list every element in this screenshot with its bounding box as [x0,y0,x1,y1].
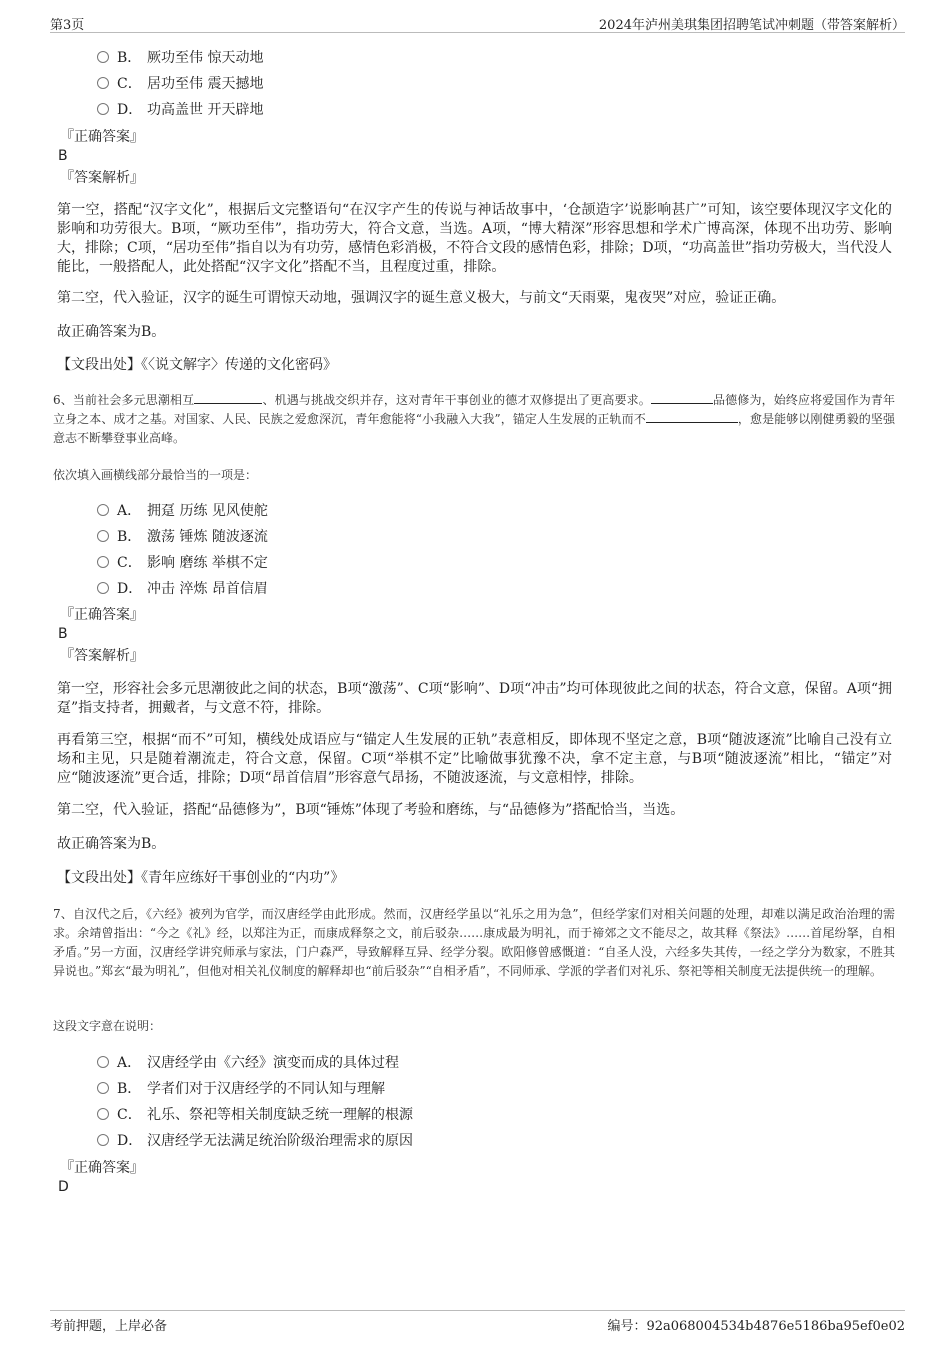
q5-option-d[interactable]: D． 功高盖世 开天辟地 [97,101,263,119]
answer-label: 『正确答案』 [60,1160,144,1176]
q6-option-a[interactable]: A． 拥趸 历练 见风使舵 [97,502,268,520]
q5-source: 【文段出处】《〈说文解字〉传递的文化密码》 [57,357,337,373]
q6-analysis-4: 故正确答案为B。 [57,836,166,852]
q5-answer: B [58,148,68,164]
blank-2 [651,391,713,404]
q7-option-b[interactable]: B． 学者们对于汉唐经学的不同认知与理解 [97,1080,385,1098]
blank-1 [194,391,262,404]
q6-option-d[interactable]: D． 冲击 淬炼 昂首信眉 [97,580,268,598]
q6-option-c[interactable]: C． 影响 磨练 举棋不定 [97,554,268,572]
q6-analysis-2: 再看第三空，根据“而不”可知，横线处成语应与“锚定人生发展的正轨”表意相反，即体现不坚定之意，B项“随波逐流”比喻自己没有立场和主见，只是随着潮流走，符合文意，保留。C项“举棋不定”比喻做事犹豫不决，拿不定主意，与B项“随波逐流”相比，“锚定”对应“随波逐流”更合适，排除；D项“昂首信眉”形容意气昂扬，不随波逐流，与文意相悖，排除。 [57,732,892,786]
document-title: 2024年泸州美琪集团招聘笔试冲刺题（带答案解析） [598,18,905,33]
radio-icon[interactable] [97,504,109,516]
radio-icon[interactable] [97,556,109,568]
q5-analysis-1: 第一空，搭配“汉字文化”，根据后文完整语句“在汉字产生的传说与神话故事中，‘仓颉造字’说影响甚广”可知，该空要体现汉字文化的影响和功劳很大。B项，“厥功至伟”，指功劳大，符合文意，当选。A项，“博大精深”形容思想和学术广博高深，体现不出功劳、影响大，排除；C项，“居功至伟”指自以为有功劳，感情色彩消极，不符合文段的感情色彩，排除；D项，“功高盖世”指功劳极大，当代没人能比，一般搭配人，此处搭配“汉字文化”搭配不当，且程度过重，排除。 [57,202,892,275]
radio-icon[interactable] [97,1056,109,1068]
page-number: 第3页 [50,18,85,33]
q6-analysis-1: 第一空，形容社会多元思潮彼此之间的状态，B项“激荡”、C项“影响”、D项“冲击”均可体现彼此之间的状态，符合文意，保留。A项“拥趸”指支持者，拥戴者，与文意不符，排除。 [57,681,892,716]
q5-option-b[interactable]: B． 厥功至伟 惊天动地 [97,49,263,67]
q6-option-b[interactable]: B． 激荡 锤炼 随波逐流 [97,528,268,546]
radio-icon[interactable] [97,530,109,542]
answer-label: 『正确答案』 [60,607,144,623]
q7-option-d[interactable]: D． 汉唐经学无法满足统治阶级治理需求的原因 [97,1132,413,1150]
analysis-label: 『答案解析』 [60,170,144,186]
q5-option-c[interactable]: C． 居功至伟 震天撼地 [97,75,263,93]
q6-stem: 6、当前社会多元思潮相互 、机遇与挑战交织并存，这对青年干事创业的德才双修提出了更高要求。 品德修为，始终应将爱国作为青年立身之本、成才之基。对国家、人民、民族之爱愈深沉，青年愈能将“小我融入大我”，锚定人生发展的正轨而不 ，愈是能够以刚健勇毅的坚强意志不断攀登事业高峰。 [53,393,895,445]
q5-analysis-2: 第二空，代入验证，汉字的诞生可谓惊天动地，强调汉字的诞生意义极大，与前文“天雨粟，鬼夜哭”对应，验证正确。 [57,290,786,306]
q6-source: 【文段出处】《青年应练好干事创业的“内功”》 [57,870,345,886]
q7-stem: 7、自汉代之后，《六经》被列为官学，而汉唐经学由此形成。然而，汉唐经学虽以“礼乐之用为急”，但经学家们对相关问题的处理，却难以满足政治治理的需求。余靖曾指出：“今之《礼》经，以郑注为正，而康成释祭之文，前后驳杂……康成最为明礼，而于禘郊之文不能尽之，故其释《祭法》……首尾纷拏，自相矛盾。”另一方面，汉唐经学讲究师承与家法，门户森严，导致解释互异、经学分裂。欧阳修曾感慨道：“自圣人没，六经多失其传，一经之学分为数家，不胜其异说也。”郑玄“最为明礼”，但他对相关礼仪制度的解释却也“前后驳杂”“自相矛盾”，不同师承、学派的学者们对礼乐、祭祀等相关制度无法提供统一的理解。 [53,907,895,978]
q7-option-a[interactable]: A． 汉唐经学由《六经》演变而成的具体过程 [97,1054,399,1072]
radio-icon[interactable] [97,1082,109,1094]
radio-icon[interactable] [97,51,109,63]
page-footer [50,1310,905,1333]
q7-option-c[interactable]: C． 礼乐、祭祀等相关制度缺乏统一理解的根源 [97,1106,413,1124]
q6-answer: B [58,626,68,642]
radio-icon[interactable] [97,103,109,115]
radio-icon[interactable] [97,1108,109,1120]
page-header [50,12,905,33]
analysis-label: 『答案解析』 [60,648,144,664]
footer-slogan: 考前押题，上岸必备 [50,1319,168,1334]
answer-label: 『正确答案』 [60,129,144,145]
q7-answer: D [58,1179,69,1195]
radio-icon[interactable] [97,77,109,89]
radio-icon[interactable] [97,582,109,594]
q6-analysis-3: 第二空，代入验证，搭配“品德修为”，B项“锤炼”体现了考验和磨练，与“品德修为”搭配恰当，当选。 [57,802,685,818]
q7-prompt: 这段文字意在说明： [53,1019,162,1033]
radio-icon[interactable] [97,1134,109,1146]
document-id: 编号：92a068004534b4876e5186ba95ef0e02 [607,1319,905,1334]
blank-3 [646,410,738,423]
q6-prompt: 依次填入画横线部分最恰当的一项是： [53,468,258,482]
q5-analysis-3: 故正确答案为B。 [57,324,166,340]
